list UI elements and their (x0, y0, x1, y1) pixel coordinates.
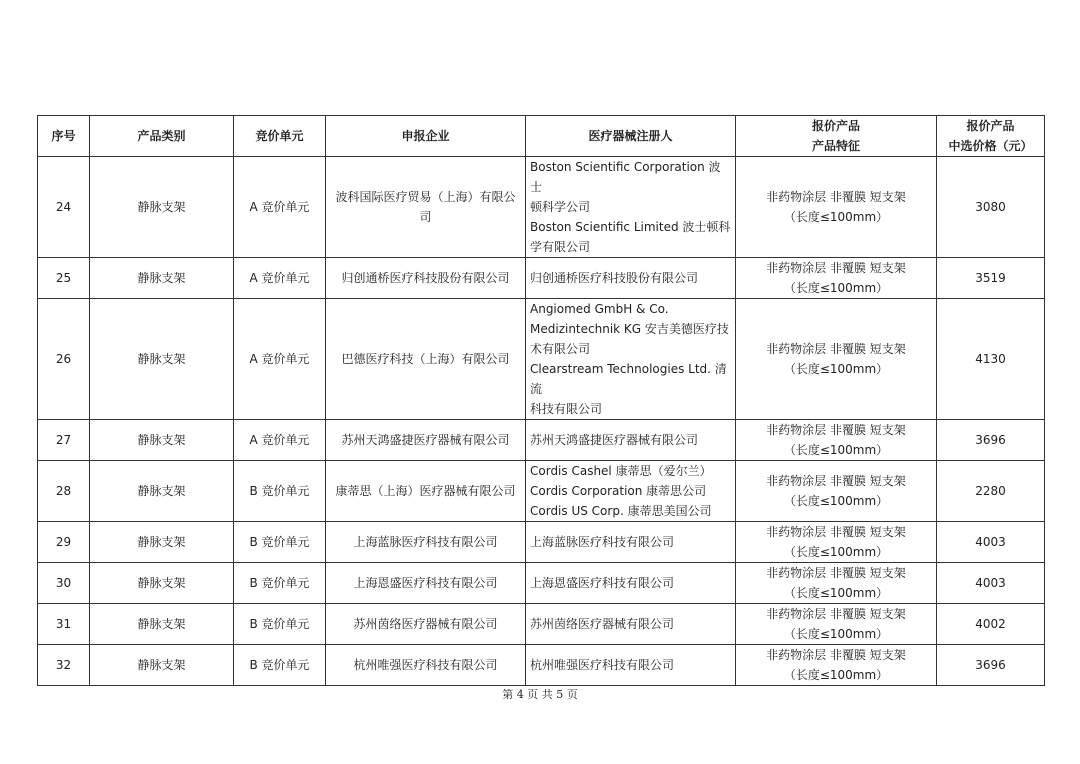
header-category: 产品类别 (90, 116, 234, 157)
cell-registrant (526, 522, 736, 563)
cell-registrant-line: Cordis US Corp. 康蒂思美国公司 (530, 504, 712, 518)
cell-feature-line: （长度≤100mm） (783, 362, 889, 376)
cell-price: 3519 (937, 258, 1045, 299)
cell-feature-line: 非药物涂层 非覆膜 短支架 (766, 190, 906, 204)
cell-price: 2280 (937, 461, 1045, 522)
table-row (38, 604, 1045, 645)
header-price-line-2: 中选价格（元） (948, 139, 1033, 153)
cell-registrant-line: Boston Scientific Corporation 波士 (530, 160, 721, 194)
cell-registrant (526, 258, 736, 299)
cell-feature-line: （长度≤100mm） (783, 210, 889, 224)
cell-registrant-line: 学有限公司 (530, 240, 591, 254)
cell-unit: B 竞价单元 (234, 461, 326, 522)
cell-company (326, 157, 526, 258)
cell-feature (736, 157, 937, 258)
cell-category: 静脉支架 (90, 299, 234, 420)
cell-feature-line: （长度≤100mm） (783, 443, 889, 457)
cell-company (326, 563, 526, 604)
cell-feature-line: 非药物涂层 非覆膜 短支架 (766, 566, 906, 580)
cell-feature-line: （长度≤100mm） (783, 281, 889, 295)
cell-category: 静脉支架 (90, 420, 234, 461)
table-row (38, 522, 1045, 563)
cell-unit: B 竞价单元 (234, 522, 326, 563)
cell-seq: 24 (38, 157, 90, 258)
cell-registrant (526, 604, 736, 645)
cell-unit: A 竞价单元 (234, 258, 326, 299)
header-feature-line-1: 报价产品 (811, 119, 860, 133)
cell-feature (736, 461, 937, 522)
cell-seq: 27 (38, 420, 90, 461)
cell-registrant-line: 杭州唯强医疗科技有限公司 (530, 658, 675, 672)
cell-feature-line: 非药物涂层 非覆膜 短支架 (766, 525, 906, 539)
cell-feature-line: 非药物涂层 非覆膜 短支架 (766, 342, 906, 356)
table-row (38, 563, 1045, 604)
cell-registrant (526, 563, 736, 604)
header-unit: 竞价单元 (234, 116, 326, 157)
cell-company (326, 645, 526, 686)
cell-seq: 26 (38, 299, 90, 420)
cell-price: 4130 (937, 299, 1045, 420)
cell-registrant-line: Medizintechnik KG 安吉美德医疗技 (530, 322, 729, 336)
cell-company-line: 苏州茵络医疗器械有限公司 (353, 617, 498, 631)
cell-unit: A 竞价单元 (234, 157, 326, 258)
cell-company-line: 波科国际医疗贸易（上海）有限公 (335, 190, 516, 204)
cell-price: 4003 (937, 563, 1045, 604)
cell-feature-line: 非药物涂层 非覆膜 短支架 (766, 648, 906, 662)
cell-registrant (526, 157, 736, 258)
cell-feature (736, 420, 937, 461)
cell-registrant-line: 归创通桥医疗科技股份有限公司 (530, 271, 699, 285)
results-table (37, 115, 1045, 686)
cell-company-line: 上海恩盛医疗科技有限公司 (353, 576, 498, 590)
cell-seq: 31 (38, 604, 90, 645)
cell-company-line: 巴德医疗科技（上海）有限公司 (341, 352, 510, 366)
table-row (38, 157, 1045, 258)
cell-feature (736, 299, 937, 420)
cell-feature-line: （长度≤100mm） (783, 586, 889, 600)
cell-registrant-line: Boston Scientific Limited 波士顿科 (530, 220, 731, 234)
cell-feature-line: 非药物涂层 非覆膜 短支架 (766, 423, 906, 437)
cell-registrant-line: Angiomed GmbH & Co. (530, 302, 669, 316)
cell-registrant-line: 上海蓝脉医疗科技有限公司 (530, 535, 675, 549)
cell-seq: 28 (38, 461, 90, 522)
cell-registrant-line: 苏州茵络医疗器械有限公司 (530, 617, 675, 631)
cell-registrant (526, 299, 736, 420)
cell-feature-line: 非药物涂层 非覆膜 短支架 (766, 607, 906, 621)
cell-category: 静脉支架 (90, 563, 234, 604)
cell-seq: 29 (38, 522, 90, 563)
cell-registrant-line: 顿科学公司 (530, 200, 591, 214)
table-body (38, 157, 1045, 686)
header-feature (736, 116, 937, 157)
cell-feature-line: （长度≤100mm） (783, 494, 889, 508)
cell-feature-line: （长度≤100mm） (783, 545, 889, 559)
cell-company-line: 司 (419, 210, 432, 224)
table-row (38, 299, 1045, 420)
cell-price: 4002 (937, 604, 1045, 645)
cell-category: 静脉支架 (90, 522, 234, 563)
cell-feature (736, 604, 937, 645)
page-footer: 第 4 页 共 5 页 (502, 688, 578, 701)
table-row (38, 645, 1045, 686)
cell-price: 4003 (937, 522, 1045, 563)
cell-company-line: 苏州天鸿盛捷医疗器械有限公司 (341, 433, 510, 447)
cell-seq: 30 (38, 563, 90, 604)
table-row (38, 461, 1045, 522)
cell-registrant (526, 461, 736, 522)
cell-company (326, 461, 526, 522)
cell-price: 3696 (937, 645, 1045, 686)
cell-category: 静脉支架 (90, 258, 234, 299)
header-feature-line-2: 产品特征 (811, 139, 860, 153)
cell-company (326, 420, 526, 461)
cell-price: 3696 (937, 420, 1045, 461)
cell-feature (736, 522, 937, 563)
header-company: 申报企业 (326, 116, 526, 157)
header-registrant: 医疗器械注册人 (526, 116, 736, 157)
cell-unit: B 竞价单元 (234, 645, 326, 686)
cell-registrant (526, 645, 736, 686)
header-row (38, 116, 1045, 157)
cell-company (326, 522, 526, 563)
cell-feature-line: （长度≤100mm） (783, 668, 889, 682)
cell-feature-line: 非药物涂层 非覆膜 短支架 (766, 474, 906, 488)
cell-category: 静脉支架 (90, 645, 234, 686)
cell-company (326, 258, 526, 299)
cell-feature-line: 非药物涂层 非覆膜 短支架 (766, 261, 906, 275)
cell-unit: B 竞价单元 (234, 563, 326, 604)
cell-registrant-line: 术有限公司 (530, 342, 591, 356)
cell-company-line: 上海蓝脉医疗科技有限公司 (353, 535, 498, 549)
cell-unit: B 竞价单元 (234, 604, 326, 645)
header-seq: 序号 (38, 116, 90, 157)
header-price (937, 116, 1045, 157)
cell-company-line: 归创通桥医疗科技股份有限公司 (341, 271, 510, 285)
cell-feature (736, 645, 937, 686)
cell-registrant (526, 420, 736, 461)
cell-seq: 25 (38, 258, 90, 299)
cell-registrant-line: 科技有限公司 (530, 402, 603, 416)
cell-company-line: 康蒂思（上海）医疗器械有限公司 (335, 484, 516, 498)
cell-price: 3080 (937, 157, 1045, 258)
cell-company (326, 299, 526, 420)
cell-unit: A 竞价单元 (234, 299, 326, 420)
cell-registrant-line: Clearstream Technologies Ltd. 清流 (530, 362, 727, 396)
cell-registrant-line: Cordis Corporation 康蒂思公司 (530, 484, 707, 498)
cell-registrant-line: Cordis Cashel 康蒂思（爱尔兰） (530, 464, 712, 478)
cell-registrant-line: 苏州天鸿盛捷医疗器械有限公司 (530, 433, 699, 447)
cell-feature-line: （长度≤100mm） (783, 627, 889, 641)
cell-category: 静脉支架 (90, 461, 234, 522)
cell-company-line: 杭州唯强医疗科技有限公司 (353, 658, 498, 672)
cell-category: 静脉支架 (90, 157, 234, 258)
cell-seq: 32 (38, 645, 90, 686)
cell-feature (736, 563, 937, 604)
table-row (38, 420, 1045, 461)
cell-company (326, 604, 526, 645)
cell-feature (736, 258, 937, 299)
table-row (38, 258, 1045, 299)
header-price-line-1: 报价产品 (966, 119, 1015, 133)
cell-category: 静脉支架 (90, 604, 234, 645)
cell-registrant-line: 上海恩盛医疗科技有限公司 (530, 576, 675, 590)
cell-unit: A 竞价单元 (234, 420, 326, 461)
